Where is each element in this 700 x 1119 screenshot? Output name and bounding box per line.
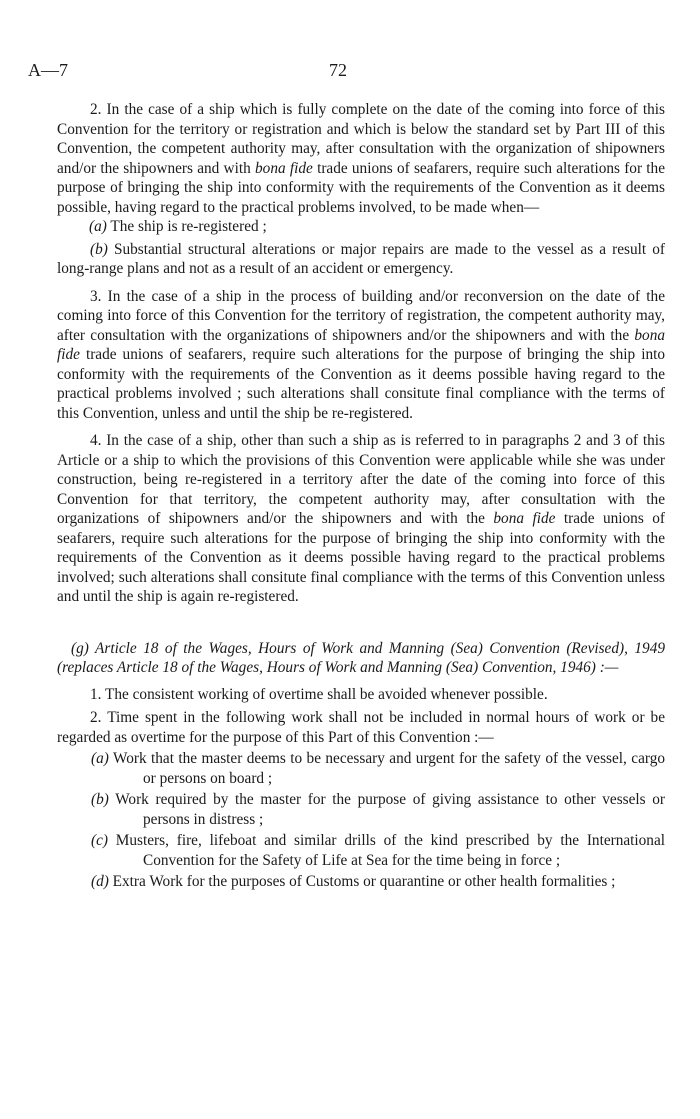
page-body	[57, 100, 665, 892]
paragraph-3: 3. In the case of a ship in the process of building and/or reconversion on the date of the coming into force of this Convention for the territory of registration, the competent authority may, after consultation with the organizations of shipowners and/or the shipowners and with the bona fide trade unions of seafarers, require such alterations for the purpose of bringing the ship into conformity with the requirements of the Convention as it deems possible having regard to the practical problems involved ; such alterations shall consitute final compliance with the terms of this Convention, unless and until the ship be re-registered.	[57, 287, 665, 422]
list-item: (c) Musters, fire, lifeboat and similar drills of the kind prescribed by the International Convention for the Safety of Life at Sea for the time being in force ;	[91, 832, 665, 869]
list-item: (d) Extra Work for the purposes of Customs or quarantine or other health formalities ;	[91, 873, 616, 890]
emphasis-bona-fide: bona fide	[255, 159, 313, 177]
article-heading: (g) Article 18 of the Wages, Hours of Work and Manning (Sea) Convention (Revised), 1949 (replaces Article 18 of the Wages, Hours of Work and Manning (Sea) Convention, 1946) :—	[57, 639, 665, 676]
paragraph-2: 2. In the case of a ship which is fully complete on the date of the coming into force of this Convention for the territory or registration and which is below the standard set by Part III of this Convention, the competent authority may, after consultation with the organization of shipowners and/or the shipowners and with bona fide trade unions of seafarers, require such alterations for the purpose of bringing the ship into conformity with the requirements of the Convention as it deems possible, having regard to the practical problems involved, to be made when—	[57, 101, 665, 216]
emphasis-bona-fide: bona fide	[493, 510, 556, 527]
page-header	[0, 60, 700, 84]
point-1: 1. The consistent working of overtime shall be avoided whenever possible.	[90, 685, 548, 703]
list-item-a: (a) The ship is re-registered ;	[89, 218, 267, 235]
point-2: 2. Time spent in the following work shall not be included in normal hours of work or be regarded as overtime for the purpose of this Part of this Convention :—	[57, 709, 665, 746]
list-item-b: (b) Substantial structural alterations or major repairs are made to the vessel as a result of long-range plans and not as a result of an accident or emergency.	[57, 240, 665, 277]
list-item: (a) Work that the master deems to be necessary and urgent for the safety of the vessel, cargo or persons on board ;	[91, 750, 665, 787]
page-number: 72	[329, 60, 347, 80]
emphasis-bona-fide: bona fide	[57, 326, 665, 363]
list-item: (b) Work required by the master for the purpose of giving assistance to other vessels or persons in distress ;	[91, 791, 665, 828]
paragraph-4: 4. In the case of a ship, other than such a ship as is referred to in paragraphs 2 and 3 of this Article or a ship to which the provisions of this Convention were applicable while she was under construction, being re-registered in a territory after the date of the coming into force of this Convention for that territory, the competent authority may, after consultation with the organizations of shipowners and/or the shipowners and with the bona fide trade unions of seafarers, require such alterations for the purpose of bringing the ship into conformity with the requirements of the Convention as it deems possible having regard to the practical problems involved; such alterations shall consitute final compliance with the terms of this Convention unless and until the ship is again re-registered.	[57, 432, 666, 605]
document-reference: A—7	[28, 60, 68, 80]
